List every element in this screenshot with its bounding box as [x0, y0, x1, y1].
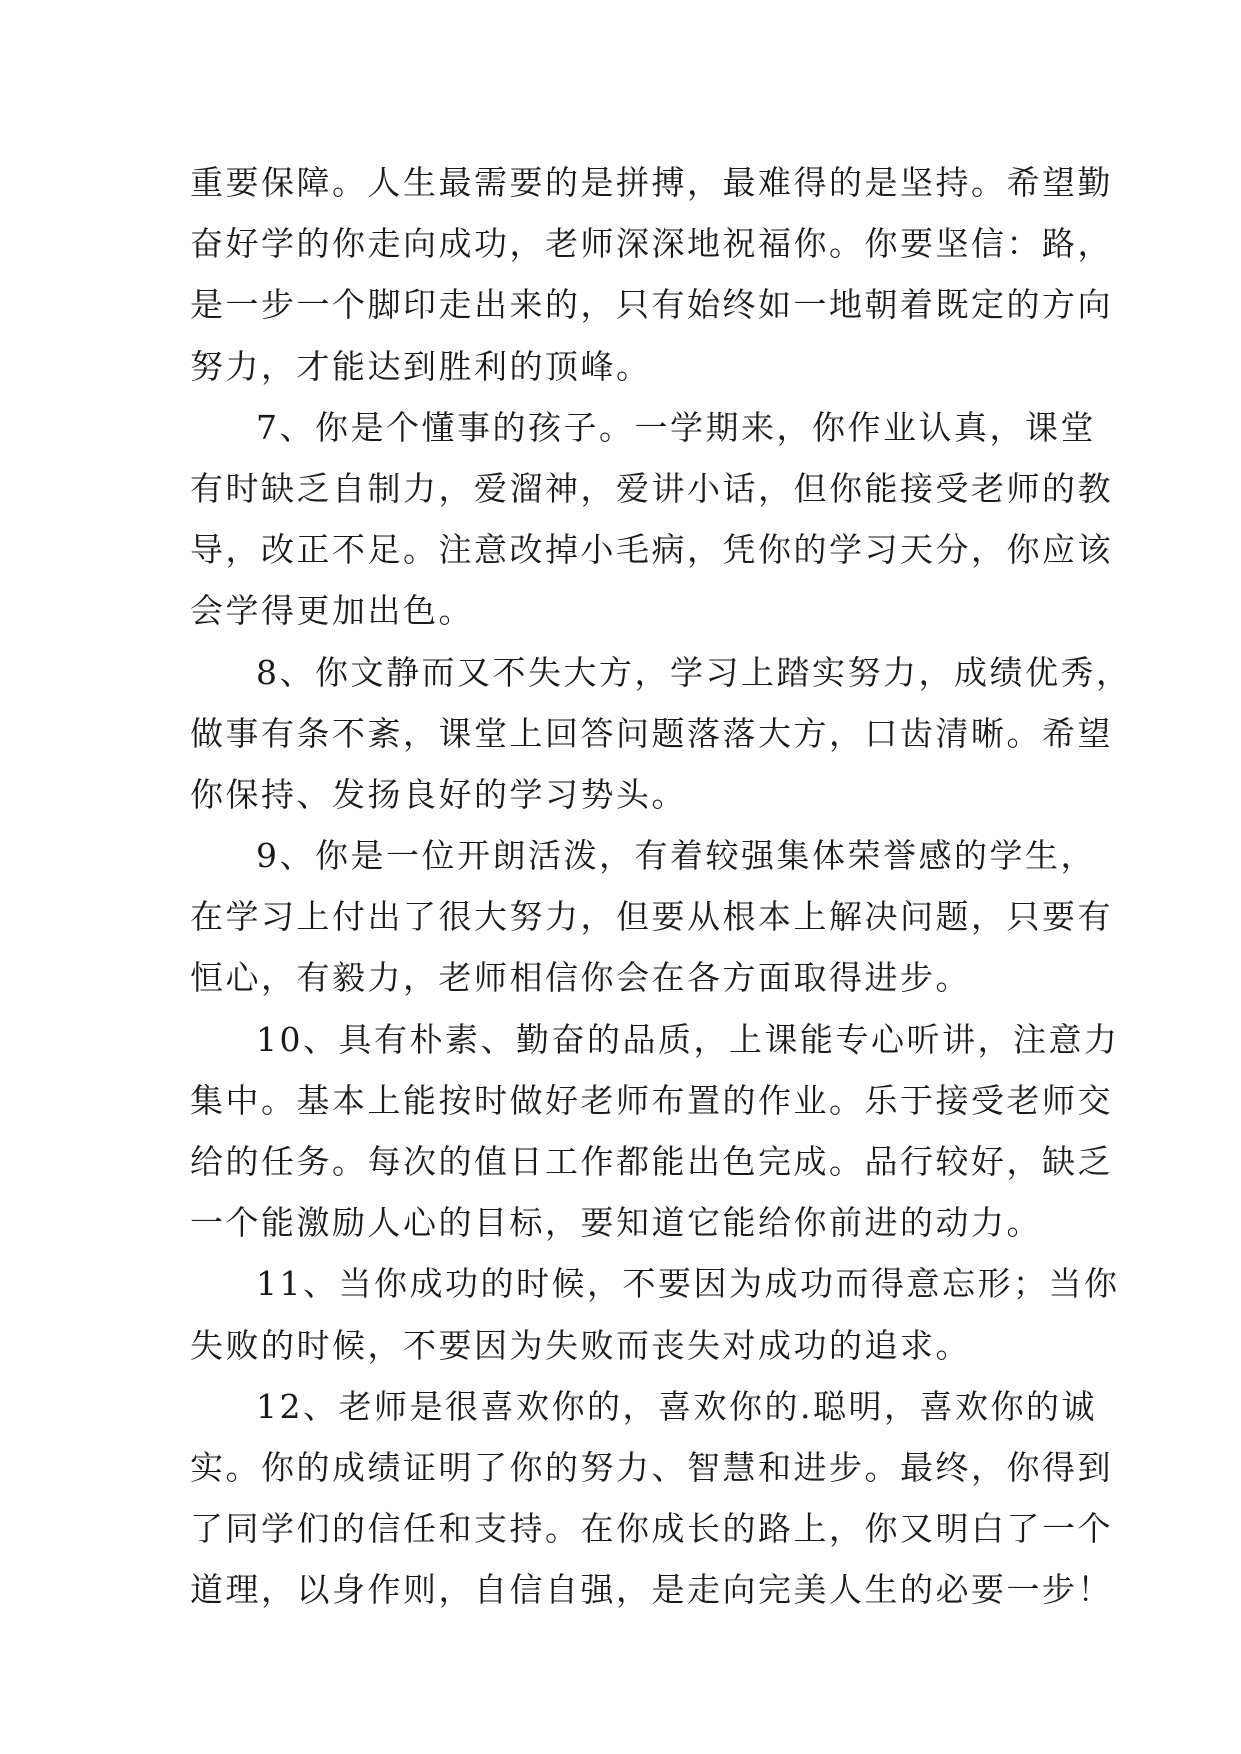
text-line: 努力，才能达到胜利的顶峰。 — [190, 346, 652, 386]
text-line: 你保持、发扬良好的学习势头。 — [190, 774, 687, 814]
text-line: 在学习上付出了很大努力，但要从根本上解决问题，只要有 — [190, 897, 1113, 937]
text-line: 实。你的成绩证明了你的努力、智慧和进步。最终，你得到 — [190, 1447, 1113, 1487]
text-line: 有时缺乏自制力，爱溜神，爱讲小话，但你能接受老师的教 — [190, 468, 1113, 508]
paragraph-9-first-line: 9、你是一位开朗活泼，有着较强集体荣誉感的学生， — [256, 836, 1096, 876]
text-line: 给的任务。每次的值日工作都能出色完成。品行较好，缺乏 — [190, 1142, 1113, 1181]
text-line: 道理，以身作则，自信自强，是走向完美人生的必要一步！ — [190, 1570, 1113, 1610]
text-line: 了同学们的信任和支持。在你成长的路上，你又明白了一个 — [190, 1509, 1113, 1549]
text-line: 是一步一个脚印走出来的，只有始终如一地朝着既定的方向 — [190, 285, 1113, 325]
paragraph-8-first-line: 8、你文静而又不失大方，学习上踏实努力，成绩优秀， — [256, 652, 1132, 692]
paragraph-12-first-line: 12、老师是很喜欢你的，喜欢你的.聪明，喜欢你的诚 — [256, 1386, 1097, 1426]
paragraph-7-first-line: 7、你是个懂事的孩子。一学期来，你作业认真，课堂 — [256, 407, 1096, 447]
paragraph-11-first-line: 11、当你成功的时候，不要因为成功而得意忘形；当你 — [256, 1264, 1120, 1304]
text-line: 做事有条不紊，课堂上回答问题落落大方，口齿清晰。希望 — [190, 713, 1113, 753]
text-line: 导，改正不足。注意改掉小毛病，凭你的学习天分，你应该 — [190, 530, 1113, 570]
text-line: 恒心，有毅力，老师相信你会在各方面取得进步。 — [190, 958, 971, 998]
text-line: 奋好学的你走向成功，老师深深地祝福你。你要坚信：路， — [190, 224, 1113, 264]
paragraph-10-first-line: 10、具有朴素、勤奋的品质，上课能专心听讲，注意力 — [256, 1019, 1120, 1059]
text-line: 重要保障。人生最需要的是拼搏，最难得的是坚持。希望勤 — [190, 163, 1113, 202]
text-line: 集中。基本上能按时做好老师布置的作业。乐于接受老师交 — [190, 1080, 1113, 1120]
text-line: 失败的时候，不要因为失败而丧失对成功的追求。 — [190, 1325, 971, 1365]
document-body — [190, 152, 1132, 1621]
text-line: 一个能激励人心的目标，要知道它能给你前进的动力。 — [190, 1203, 1042, 1243]
text-line: 会学得更加出色。 — [190, 591, 474, 631]
